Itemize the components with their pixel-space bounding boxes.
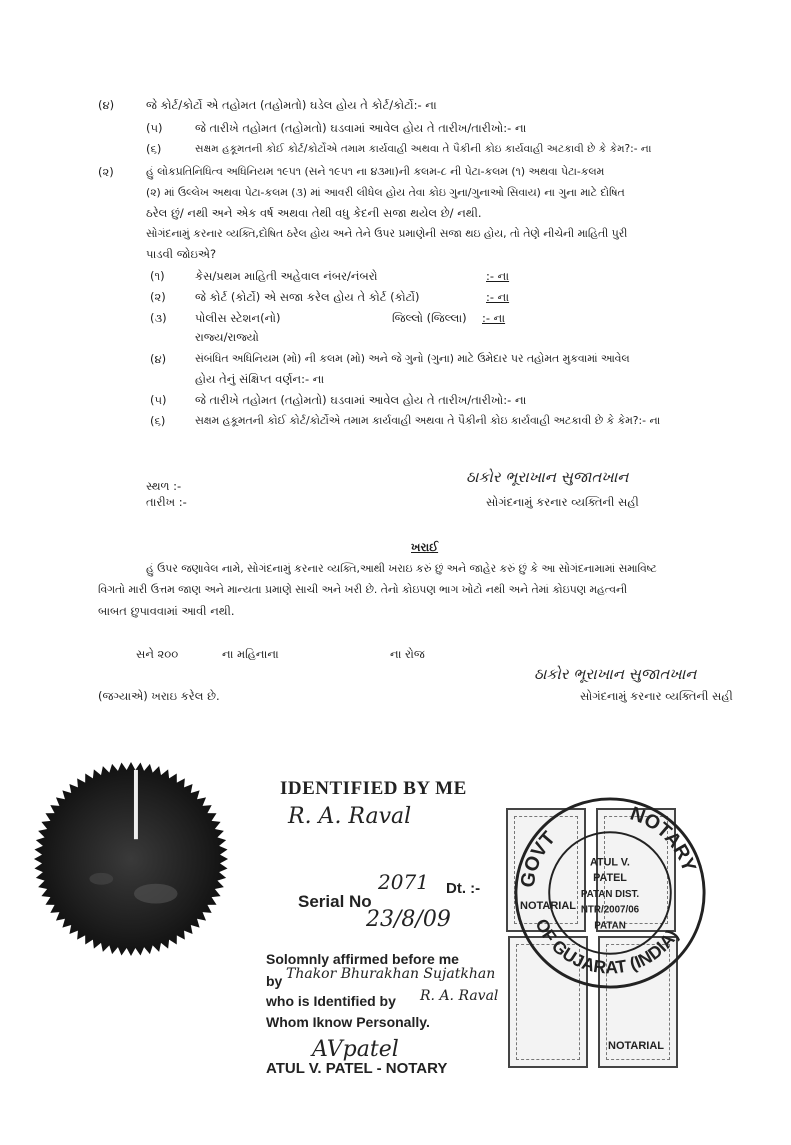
sec2-item3-value: :- ના	[482, 311, 506, 325]
sec2-item5-num: (૫)	[150, 393, 167, 407]
date-label: તારીખ :-	[146, 495, 187, 509]
sec2-num: (૨)	[98, 165, 114, 179]
deponent-signature-2: ઠાકોર ભૂરાખાન સુજાતખાન	[534, 665, 697, 683]
seal-center-4: NTR/2007/06	[580, 904, 640, 916]
seal-center-1: ATUL V.	[590, 856, 630, 869]
dt-label: Dt. :-	[446, 880, 481, 897]
sec2-item6-text: સક્ષમ હકૂમતની કોઈ કોર્ટ/કોર્ટોએ તમામ કાર્યવાહી અથવા તે પૈકીની કોઇ કાર્યવાહી અટકાવી છે કે કેમ?:- ના	[195, 414, 661, 427]
sec4-sub6-text: સક્ષમ હકૂમતની કોઈ કોર્ટ/કોર્ટોએ તમામ કાર્યવાહી અથવા તે પૈકીની કોઇ કાર્યવાહી અટકાવી છે કે કેમ?:- ના	[195, 143, 652, 155]
verification-line3: બાબત છુપાવવામાં આવી નથી.	[98, 604, 235, 618]
who-signature: R. A. Raval	[420, 988, 499, 1004]
signature-caption-2: સોગંદનામું કરનાર વ્યક્તિની સહી	[580, 689, 733, 703]
sec4-sub5-num: (૫)	[146, 121, 163, 135]
stamp-label-bottom: NOTARIAL	[608, 1040, 665, 1052]
deponent-signature-1: ઠાકોર ભૂરાખાન સુજાતખાન	[466, 468, 629, 486]
sec2-item3-label: પોલીસ સ્ટેશન(નો)	[195, 311, 281, 325]
who-label: who is Identified by	[266, 993, 396, 1009]
seal-text-top: NOTARY	[627, 802, 701, 875]
sec4-text: જે કોર્ટ/કોર્ટો એ તહોમત (તહોમતો) ઘડેલ હોય તે કોર્ટ/કોર્ટો:- ના	[146, 98, 437, 112]
seal-center-2: PATEL	[593, 872, 627, 885]
sec2-line4: સોગંદનામું કરનાર વ્યક્તિ,દોષિત ઠરેલ હોય અને તેને ઉપર પ્રમાણેની સજા થઇ હોય, તો તેણે નીચેની માહિતી પુરી	[146, 227, 628, 240]
sec4-sub6-num: (૬)	[146, 142, 162, 156]
sec2-line2: (૨) માં ઉલ્લેખ અથવા પેટા-કલમ (૩) માં આવરી લીધેલ હોય તેવા કોઇ ગુના/ગુનાઓ સિવાય) ના ગુના માટે દોષિત	[146, 186, 625, 199]
identified-heading: IDENTIFIED BY ME	[280, 778, 467, 799]
sec2-item4-line2: હોય તેનું સંક્ષિપ્ત વર્ણન:- ના	[195, 372, 325, 386]
signature-caption-1: સોગંદનામું કરનાર વ્યક્તિની સહી	[486, 495, 639, 509]
notary-seal-icon	[512, 795, 708, 991]
sec4-num: (૪)	[98, 98, 115, 112]
sec2-item3-num: (૩)	[150, 311, 167, 325]
sec2-line3: ઠરેલ છું/ નથી અને એક વર્ષ અથવા તેથી વધુ કેદની સજા થયેલ છે/ નથી.	[146, 206, 482, 220]
seal-center-5: PATAN	[594, 920, 626, 932]
by-name-signature: Thakor Bhurakhan Sujatkhan	[286, 966, 496, 982]
sec2-item3-label2: જિલ્લો (જિલ્લા)	[392, 311, 467, 325]
sec2-item2-value: :- ના	[486, 290, 510, 304]
sec2-line5: પાડવી જોઇએ?	[146, 247, 217, 261]
stamp-label-top: NOTARIAL	[520, 900, 577, 912]
sec2-item1-value: :- ના	[486, 269, 510, 283]
seal-text-left: GOVT	[516, 827, 560, 889]
sec2-item4-num: (૪)	[150, 352, 167, 366]
notary-date-value: 23/8/09	[366, 907, 451, 932]
sec2-item6-num: (૬)	[150, 414, 166, 428]
sec2-line1: હું લોકપ્રતિનિધિત્વ અધિનિયમ ૧૯૫૧ (સને ૧૯૫૧ ના ૪૩મા)ની કલમ-૮ ની પેટા-કલમ (૧) અથવા પેટા-કલમ	[146, 165, 605, 178]
seal-center-3: PATAN DIST.	[580, 888, 640, 900]
serial-label: Serial No	[298, 892, 372, 911]
sec2-item1-label: કેસ/પ્રથમ માહિતી અહેવાલ નંબર/નંબરો	[195, 269, 378, 283]
sec2-state-line: રાજ્ય/રાજ્યો	[195, 330, 259, 344]
verification-heading: ખરાઈ	[411, 540, 439, 554]
day-label: ના રોજ	[390, 647, 425, 661]
affirmed-line: Solomnly affirmed before me	[266, 951, 459, 967]
serial-value: 2071	[378, 870, 429, 894]
month-label: ના મહિનાના	[222, 647, 279, 661]
place-label: સ્થળ :-	[146, 479, 182, 493]
by-label: by	[266, 973, 283, 989]
sec2-item1-num: (૧)	[150, 269, 165, 283]
verification-line1: હું ઉપર જણાવેલ નામે, સોગંદનામું કરનાર વ્યક્તિ,આથી ખરાઇ કરું છું અને જાહેર કરું છું કે આ સોગંદનામામાં સમાવિષ્ટ	[146, 562, 657, 575]
embossed-seal-icon	[32, 760, 230, 958]
seal-text-bottom: OF GUJARAT (INDIA)	[531, 915, 683, 978]
sec2-item4-line1: સંબંધિત અધિનિયમ (મો) ની કલમ (મો) અને જે ગુનો (ગુના) માટે ઉમેદાર પર તહોમત મુકવામાં આવેલ	[195, 352, 630, 365]
year-label: સને ૨૦૦	[136, 647, 179, 661]
notary-name: ATUL V. PATEL - NOTARY	[266, 1060, 448, 1077]
sec2-item5-text: જે તારીખે તહોમત (તહોમતો) ઘડવામાં આવેલ હોય તે તારીખ/તારીખો:- ના	[195, 393, 527, 407]
sec2-item2-label: જે કોર્ટ (કોર્ટો) એ સજા કરેલ હોય તે કોર્ટ (કોર્ટો)	[195, 290, 420, 304]
sec4-sub5-text: જે તારીખે તહોમત (તહોમતો) ઘડવામાં આવેલ હોય તે તારીખ/તારીખો:- ના	[195, 121, 527, 135]
notary-signature: AVpatel	[312, 1037, 399, 1062]
verification-line2: વિગતો મારી ઉત્તમ જાણ અને માન્યતા પ્રમાણે સાચી અને ખરી છે. તેનો કોઇપણ ભાગ ખોટો નથી અને તેમાં કોઇપણ મહત્વની	[98, 583, 628, 596]
whom-line: Whom Iknow Personally.	[266, 1014, 430, 1030]
sec2-item2-num: (૨)	[150, 290, 166, 304]
identifier-signature: R. A. Raval	[288, 804, 412, 829]
place-verified-label: (જગ્યાએ) ખરાઇ કરેલ છે.	[98, 689, 220, 703]
